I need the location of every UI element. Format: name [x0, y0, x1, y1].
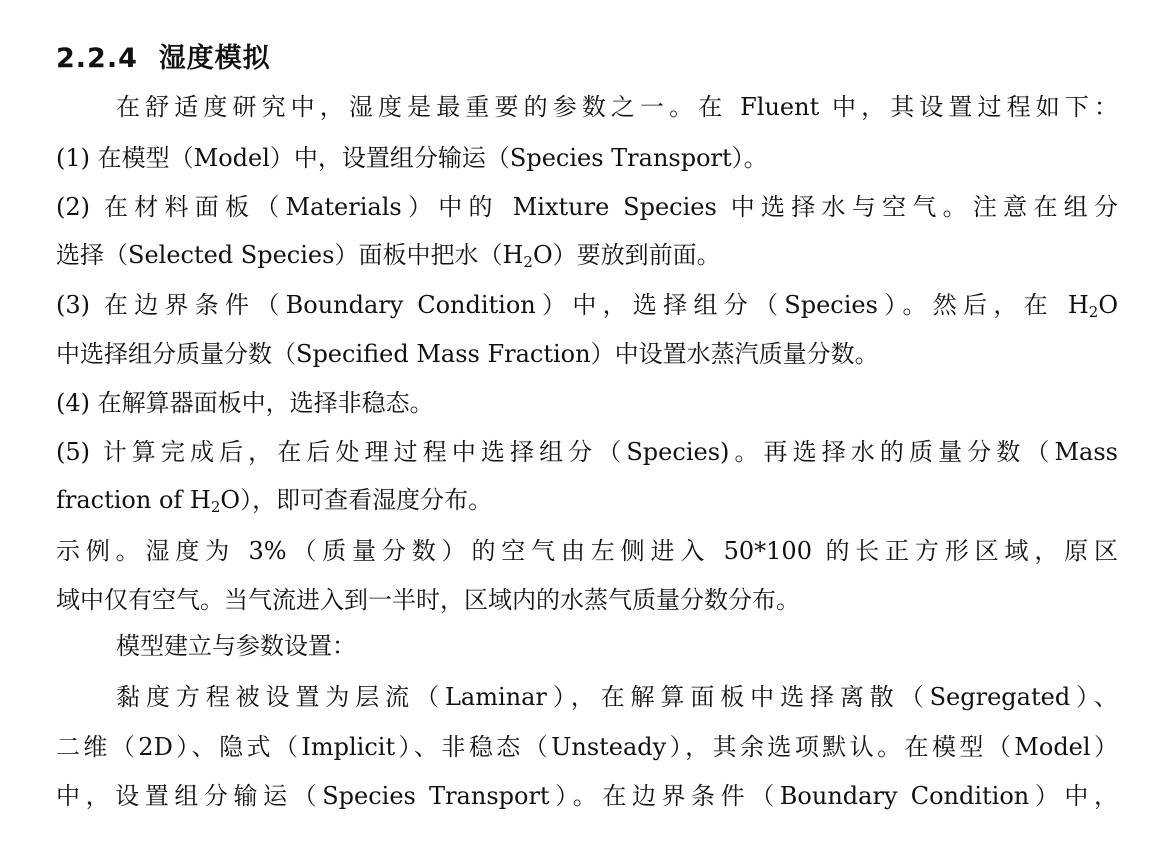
- section-number: 2.2.4: [56, 43, 138, 74]
- model-setup-line-2: 二维（2D）、隐式（Implicit）、非稳态（Unsteady），其余选项默认。在模型（Model）: [56, 733, 1118, 761]
- model-setup-line-3: 中，设置组分输运（Species Transport）。在边界条件（Boundary Condition）中，: [56, 782, 1118, 810]
- example-line-2: 域中仅有空气。当气流进入到一半时，区域内的水蒸气质量分数分布。: [56, 586, 800, 614]
- text-segment: O）要放到前面。: [532, 241, 721, 269]
- text-segment: (3) 在边界条件（Boundary Condition）中，选择组分（Species）。然后，在 H: [56, 291, 1089, 319]
- section-title: 湿度模拟: [158, 43, 271, 74]
- example-line-1: 示例。湿度为 3%（质量分数）的空气由左侧进入 50*100 的长正方形区域，原区: [56, 537, 1118, 565]
- subscript: 2: [1088, 303, 1099, 321]
- step-4-line: (4) 在解算器面板中，选择非稳态。: [56, 389, 434, 417]
- subscript: 2: [210, 498, 221, 516]
- paragraph-line-1: 在舒适度研究中，湿度是最重要的参数之一。在 Fluent 中，其设置过程如下：: [116, 93, 1118, 121]
- step-3-line: [56, 290, 1118, 320]
- step-2-line: (2) 在材料面板（Materials）中的 Mixture Species 中选择水与空气。注意在组分: [56, 193, 1118, 221]
- text-segment: O），即可查看湿度分布。: [220, 486, 493, 514]
- step-2-continuation-line: [56, 240, 1118, 270]
- step-5-line: (5) 计算完成后，在后处理过程中选择组分（Species)。再选择水的质量分数（Mass: [56, 438, 1118, 466]
- text-segment: O: [1098, 291, 1118, 319]
- subscript: 2: [523, 253, 533, 271]
- model-setup-heading: 模型建立与参数设置：: [116, 632, 356, 660]
- section-heading: [56, 36, 271, 75]
- step-3-continuation-line: 中选择组分质量分数（Specified Mass Fraction）中设置水蒸汽质量分数。: [56, 340, 879, 368]
- model-setup-line-1: 黏度方程被设置为层流（Laminar），在解算面板中选择离散（Segregated）、: [116, 683, 1118, 711]
- step-1-line: (1) 在模型（Model）中，设置组分输运（Species Transport）。: [56, 144, 768, 172]
- text-segment: fraction of H: [56, 486, 211, 514]
- text-segment: 选择（Selected Species）面板中把水（H: [56, 241, 524, 269]
- step-5-continuation-line: [56, 485, 1118, 515]
